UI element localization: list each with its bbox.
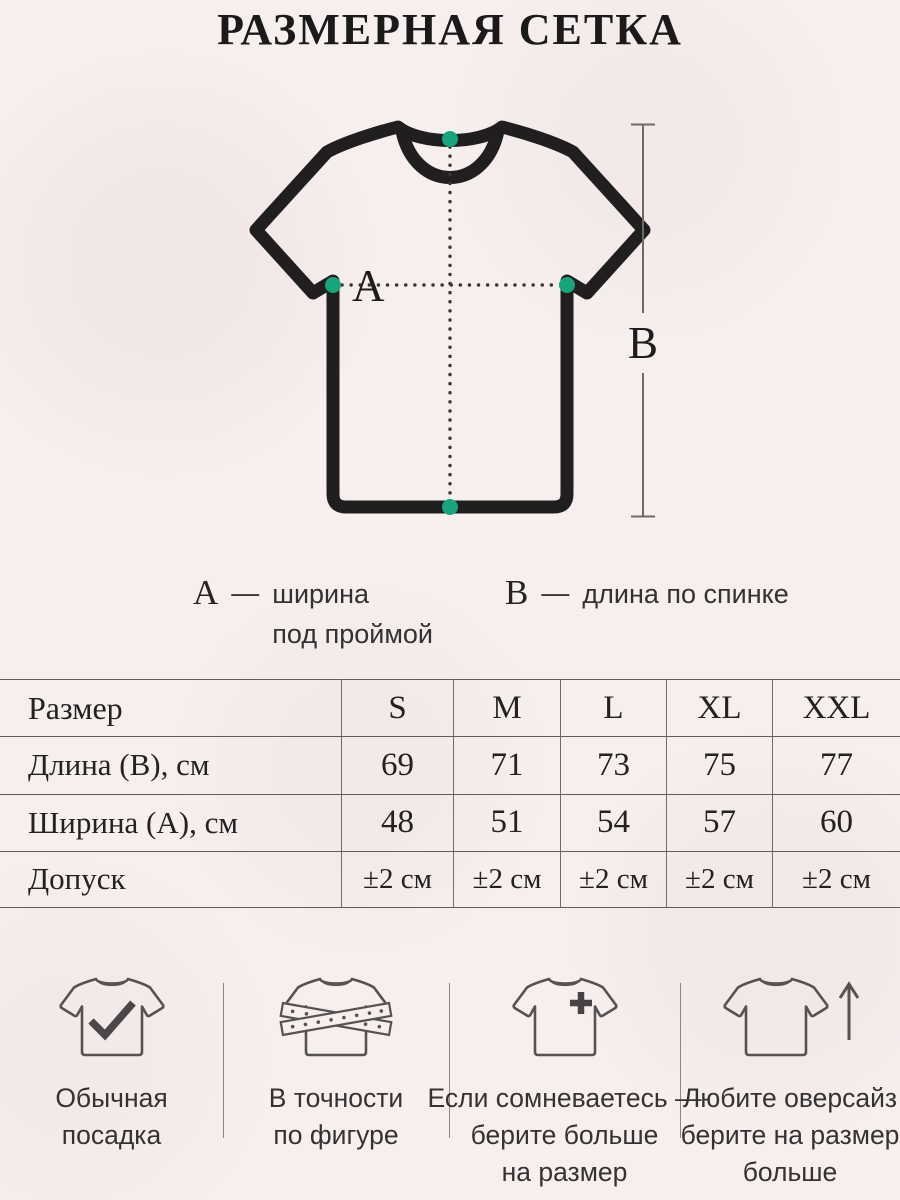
legend-item-width [193, 574, 433, 654]
table-header-xl: XL [666, 679, 772, 736]
table-cell-length-xxl: 77 [772, 736, 900, 793]
legend-text-width: ширина под проймой [272, 579, 433, 649]
legend-text-length: длина по спинке [582, 579, 789, 609]
legend-letter-b: B [505, 573, 529, 612]
fit-section-exact [223, 960, 449, 1200]
fit-section-doubt [427, 960, 702, 1200]
tshirt-tape-icon [275, 968, 397, 1072]
size-table [0, 679, 900, 908]
tshirt-measurement-diagram [0, 95, 900, 540]
table-header-s: S [341, 679, 453, 736]
table-header-l: L [560, 679, 666, 736]
table-cell-length-l: 73 [560, 736, 666, 793]
measure-point-neck [442, 131, 458, 147]
fit-section-regular [0, 960, 223, 1200]
table-header-m: M [453, 679, 560, 736]
measure-point-hem [442, 499, 458, 515]
legend-dash: — [231, 577, 260, 608]
table-cell-tolerance-xxl: ±2 см [772, 851, 900, 908]
diagram-label-a: A [352, 261, 385, 311]
table-row-tolerance-label: Допуск [0, 851, 341, 908]
table-cell-width-m: 51 [453, 794, 560, 851]
table-cell-tolerance-l: ±2 см [560, 851, 666, 908]
table-cell-width-l: 54 [560, 794, 666, 851]
fit-caption-exact: В точности по фигуре [268, 1083, 404, 1150]
table-cell-tolerance-s: ±2 см [341, 851, 453, 908]
fit-guide [0, 960, 900, 1200]
tshirt-check-icon [51, 968, 173, 1072]
table-cell-length-xl: 75 [666, 736, 772, 793]
fit-section-oversize [680, 960, 900, 1200]
table-cell-length-m: 71 [453, 736, 560, 793]
fit-caption-regular: Обычная посадка [55, 1083, 168, 1150]
table-cell-width-s: 48 [341, 794, 453, 851]
tshirt-arrow-icon [715, 968, 865, 1072]
fit-caption-doubt: Если сомневаетесь — берите больше на размер [427, 1083, 702, 1187]
legend-item-length [505, 574, 789, 614]
table-cell-width-xl: 57 [666, 794, 772, 851]
table-header-xxl: XXL [772, 679, 900, 736]
diagram-label-b: B [627, 318, 659, 368]
legend-dash: — [541, 577, 570, 608]
measure-point-left-armpit [325, 277, 341, 293]
legend-letter-a: A [193, 573, 219, 612]
table-cell-length-s: 69 [341, 736, 453, 793]
fit-caption-oversize: Любите оверсайз берите на размер больше [680, 1083, 900, 1187]
table-row-width-label: Ширина (A), см [0, 794, 341, 851]
table-header-size: Размер [0, 679, 341, 736]
table-cell-tolerance-xl: ±2 см [666, 851, 772, 908]
table-cell-width-xxl: 60 [772, 794, 900, 851]
tshirt-plus-icon [504, 968, 626, 1072]
measure-point-right-armpit [559, 277, 575, 293]
page-title: РАЗМЕРНАЯ СЕТКА [217, 5, 683, 54]
table-row-length-label: Длина (B), см [0, 736, 341, 793]
table-cell-tolerance-m: ±2 см [453, 851, 560, 908]
up-arrow [840, 984, 858, 1040]
